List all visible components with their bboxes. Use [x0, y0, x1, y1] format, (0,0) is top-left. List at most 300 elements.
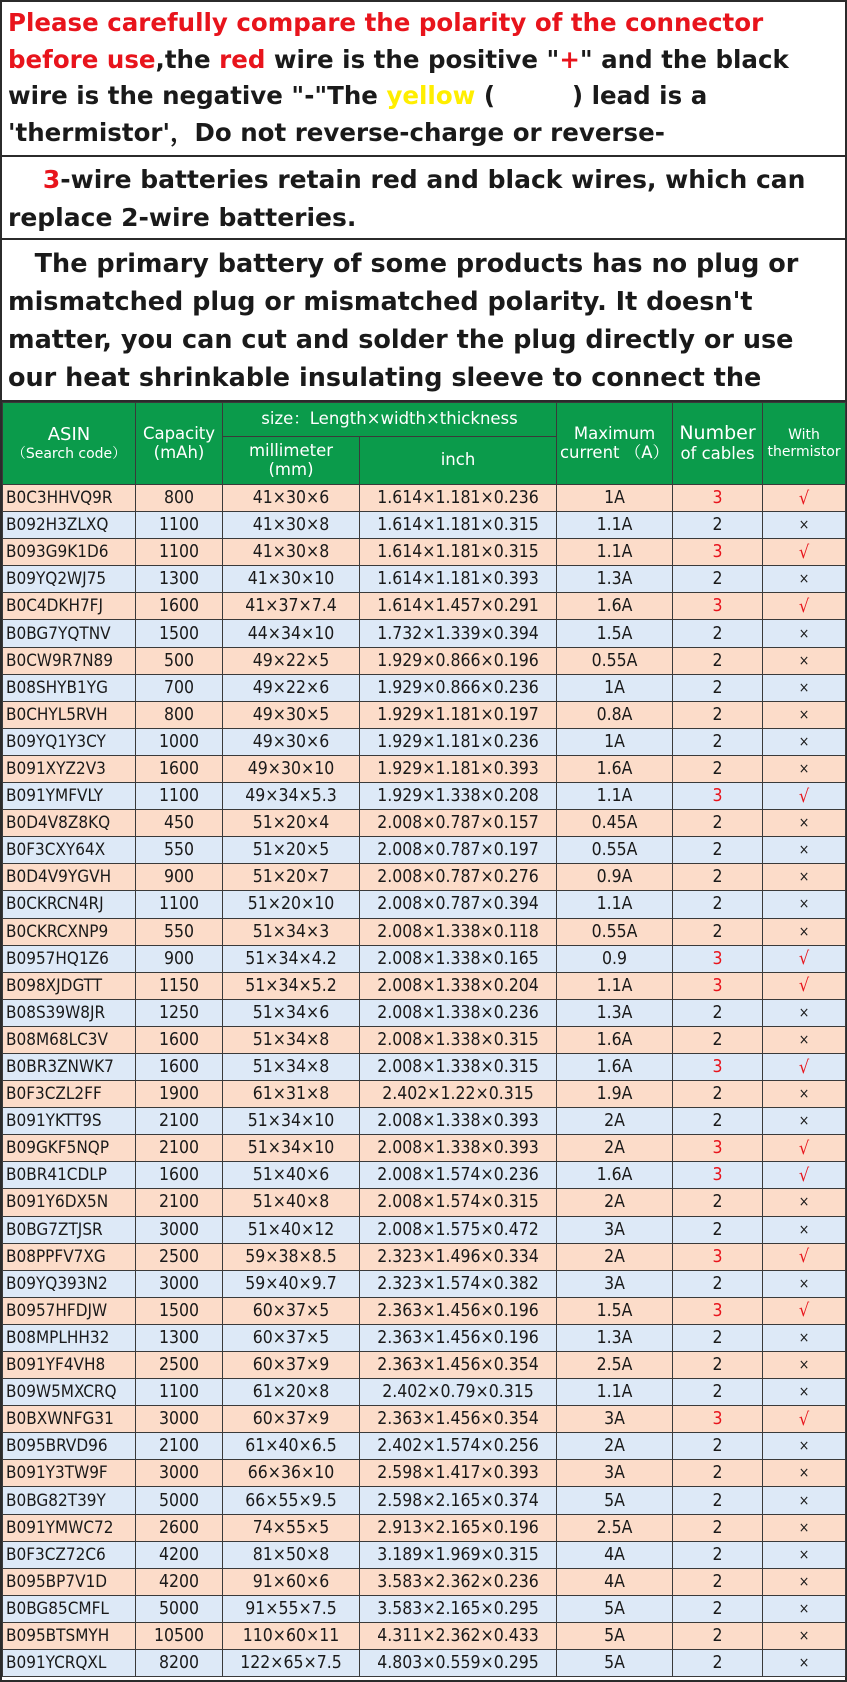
header-therm-label: With — [788, 427, 820, 444]
size-inch-cell: 3.189×1.969×0.315 — [360, 1541, 557, 1568]
capacity-cell: 800 — [136, 701, 223, 728]
capacity-cell: 450 — [136, 810, 223, 837]
table-row — [3, 647, 846, 674]
size-mm-cell: 49×30×6 — [223, 728, 360, 755]
size-mm-cell: 51×40×6 — [223, 1162, 360, 1189]
cables-cell: 2 — [673, 1026, 763, 1053]
size-mm-cell: 51×20×7 — [223, 864, 360, 891]
table-row — [3, 620, 846, 647]
max-current-cell: 1.1A — [557, 972, 673, 999]
three-wire-note — [2, 157, 845, 240]
cables-cell: 2 — [673, 810, 763, 837]
asin-cell: B08S39W8JR — [3, 999, 136, 1026]
size-inch-cell: 2.402×1.22×0.315 — [360, 1081, 557, 1108]
cables-cell: 2 — [673, 918, 763, 945]
size-inch-cell: 1.614×1.181×0.315 — [360, 512, 557, 539]
size-mm-cell: 51×34×5.2 — [223, 972, 360, 999]
size-inch-cell: 2.323×1.496×0.334 — [360, 1243, 557, 1270]
cables-cell: 2 — [673, 864, 763, 891]
cables-cell: 3 — [673, 485, 763, 512]
capacity-cell: 3000 — [136, 1460, 223, 1487]
table-row — [3, 837, 846, 864]
cables-cell: 2 — [673, 1352, 763, 1379]
yellow-word: yellow — [386, 81, 476, 110]
max-current-cell: 0.55A — [557, 837, 673, 864]
capacity-cell: 2500 — [136, 1352, 223, 1379]
capacity-cell: 1000 — [136, 728, 223, 755]
cables-cell: 3 — [673, 1162, 763, 1189]
thermistor-cell: × — [763, 918, 846, 945]
asin-cell: B0957HQ1Z6 — [3, 945, 136, 972]
table-row — [3, 1487, 846, 1514]
thermistor-cell: × — [763, 1541, 846, 1568]
max-current-cell: 0.45A — [557, 810, 673, 837]
table-row — [3, 755, 846, 782]
size-mm-cell: 61×20×8 — [223, 1379, 360, 1406]
cables-cell: 2 — [673, 1541, 763, 1568]
table-row — [3, 1568, 846, 1595]
asin-cell: B0BR3ZNWK7 — [3, 1053, 136, 1080]
max-current-cell: 1A — [557, 674, 673, 701]
asin-cell: B0CKRCXNP9 — [3, 918, 136, 945]
thermistor-cell: × — [763, 1650, 846, 1677]
max-current-cell: 2A — [557, 1243, 673, 1270]
cables-cell: 2 — [673, 1622, 763, 1649]
size-mm-cell: 51×34×6 — [223, 999, 360, 1026]
size-inch-cell: 2.008×1.338×0.204 — [360, 972, 557, 999]
max-current-cell: 3A — [557, 1270, 673, 1297]
cables-cell: 2 — [673, 1650, 763, 1677]
asin-cell: B09W5MXCRQ — [3, 1379, 136, 1406]
capacity-cell: 3000 — [136, 1406, 223, 1433]
size-inch-cell: 2.008×1.338×0.315 — [360, 1026, 557, 1053]
size-inch-cell: 2.008×1.338×0.165 — [360, 945, 557, 972]
thermistor-cell: × — [763, 1568, 846, 1595]
asin-cell: B0C3HHVQ9R — [3, 485, 136, 512]
thermistor-cell: √ — [763, 1162, 846, 1189]
table-row — [3, 918, 846, 945]
thermistor-cell: × — [763, 1487, 846, 1514]
size-mm-cell: 51×40×8 — [223, 1189, 360, 1216]
header-thermistor — [763, 403, 846, 485]
size-inch-cell: 2.913×2.165×0.196 — [360, 1514, 557, 1541]
table-row — [3, 1379, 846, 1406]
thermistor-cell: √ — [763, 1297, 846, 1324]
cables-cell: 3 — [673, 945, 763, 972]
size-mm-cell: 60×37×9 — [223, 1406, 360, 1433]
thermistor-cell: × — [763, 1595, 846, 1622]
thermistor-cell: × — [763, 1514, 846, 1541]
thermistor-cell: × — [763, 1270, 846, 1297]
max-current-cell: 1.3A — [557, 1324, 673, 1351]
capacity-cell: 5000 — [136, 1595, 223, 1622]
max-current-cell: 3A — [557, 1460, 673, 1487]
max-current-cell: 0.55A — [557, 918, 673, 945]
table-row — [3, 701, 846, 728]
warning-text-2: wire is the positive " — [265, 44, 560, 74]
asin-cell: B0CW9R7N89 — [3, 647, 136, 674]
max-current-cell: 0.8A — [557, 701, 673, 728]
size-inch-cell: 1.929×0.866×0.196 — [360, 647, 557, 674]
thermistor-cell: × — [763, 891, 846, 918]
asin-cell: B0C4DKH7FJ — [3, 593, 136, 620]
max-current-cell: 1.1A — [557, 539, 673, 566]
capacity-cell: 4200 — [136, 1568, 223, 1595]
size-mm-cell: 51×34×8 — [223, 1026, 360, 1053]
asin-cell: B091YF4VH8 — [3, 1352, 136, 1379]
asin-cell: B09YQ1Y3CY — [3, 728, 136, 755]
cables-cell: 2 — [673, 1514, 763, 1541]
size-mm-cell: 41×30×8 — [223, 539, 360, 566]
capacity-cell: 4200 — [136, 1541, 223, 1568]
max-current-cell: 5A — [557, 1487, 673, 1514]
table-row — [3, 1622, 846, 1649]
header-millimeter — [223, 437, 360, 485]
capacity-cell: 550 — [136, 918, 223, 945]
max-current-cell: 5A — [557, 1622, 673, 1649]
capacity-cell: 1150 — [136, 972, 223, 999]
size-mm-cell: 51×34×3 — [223, 918, 360, 945]
thermistor-cell: × — [763, 810, 846, 837]
cables-cell: 2 — [673, 891, 763, 918]
header-max-current — [557, 403, 673, 485]
table-row — [3, 593, 846, 620]
asin-cell: B0BG7ZTJSR — [3, 1216, 136, 1243]
asin-cell: B08SHYB1YG — [3, 674, 136, 701]
table-row — [3, 1216, 846, 1243]
size-mm-cell: 59×38×8.5 — [223, 1243, 360, 1270]
size-inch-cell: 2.008×1.574×0.315 — [360, 1189, 557, 1216]
size-mm-cell: 60×37×5 — [223, 1297, 360, 1324]
table-row — [3, 1189, 846, 1216]
thermistor-cell: × — [763, 837, 846, 864]
cables-cell: 2 — [673, 1379, 763, 1406]
thermistor-cell: × — [763, 728, 846, 755]
capacity-cell: 3000 — [136, 1270, 223, 1297]
cables-cell: 2 — [673, 1216, 763, 1243]
max-current-cell: 3A — [557, 1216, 673, 1243]
table-row — [3, 810, 846, 837]
cables-cell: 2 — [673, 837, 763, 864]
table-row — [3, 1406, 846, 1433]
cables-cell: 3 — [673, 972, 763, 999]
capacity-cell: 1300 — [136, 1324, 223, 1351]
max-current-cell: 1.1A — [557, 891, 673, 918]
thermistor-cell: √ — [763, 1243, 846, 1270]
max-current-cell: 0.55A — [557, 647, 673, 674]
cables-cell: 3 — [673, 539, 763, 566]
thermistor-cell: × — [763, 1108, 846, 1135]
size-inch-cell: 2.008×1.338×0.393 — [360, 1108, 557, 1135]
asin-cell: B092H3ZLXQ — [3, 512, 136, 539]
table-row — [3, 1053, 846, 1080]
capacity-cell: 2600 — [136, 1514, 223, 1541]
cables-cell: 2 — [673, 999, 763, 1026]
asin-cell: B0D4V8Z8KQ — [3, 810, 136, 837]
max-current-cell: 2A — [557, 1189, 673, 1216]
max-current-cell: 0.9A — [557, 864, 673, 891]
max-current-cell: 1.6A — [557, 593, 673, 620]
asin-cell: B091YKTT9S — [3, 1108, 136, 1135]
cables-cell: 2 — [673, 674, 763, 701]
max-current-cell: 5A — [557, 1650, 673, 1677]
size-mm-cell: 44×34×10 — [223, 620, 360, 647]
max-current-cell: 1.1A — [557, 1379, 673, 1406]
table-row — [3, 1433, 846, 1460]
thermistor-cell: × — [763, 1026, 846, 1053]
size-mm-cell: 41×30×8 — [223, 512, 360, 539]
cables-cell: 2 — [673, 512, 763, 539]
size-inch-cell: 1.614×1.457×0.291 — [360, 593, 557, 620]
asin-cell: B0F3CZ72C6 — [3, 1541, 136, 1568]
asin-cell: B091YMFVLY — [3, 783, 136, 810]
header-cables-label: Number — [679, 422, 756, 445]
capacity-cell: 550 — [136, 837, 223, 864]
size-inch-cell: 3.583×2.165×0.295 — [360, 1595, 557, 1622]
size-mm-cell: 61×40×6.5 — [223, 1433, 360, 1460]
capacity-cell: 700 — [136, 674, 223, 701]
asin-cell: B091XYZ2V3 — [3, 755, 136, 782]
header-asin — [3, 403, 136, 485]
table-row — [3, 1650, 846, 1677]
max-current-cell: 4A — [557, 1568, 673, 1595]
table-row — [3, 783, 846, 810]
cables-cell: 2 — [673, 1108, 763, 1135]
capacity-cell: 1100 — [136, 539, 223, 566]
capacity-cell: 1100 — [136, 783, 223, 810]
cables-cell: 2 — [673, 1433, 763, 1460]
table-row — [3, 1352, 846, 1379]
cables-cell: 2 — [673, 1324, 763, 1351]
header-therm-sub: thermistor — [767, 443, 841, 460]
size-inch-cell: 2.363×1.456×0.354 — [360, 1406, 557, 1433]
max-current-cell: 1.3A — [557, 566, 673, 593]
size-inch-cell: 2.402×1.574×0.256 — [360, 1433, 557, 1460]
thermistor-cell: × — [763, 512, 846, 539]
max-current-cell: 1.5A — [557, 1297, 673, 1324]
size-inch-cell: 4.803×0.559×0.295 — [360, 1650, 557, 1677]
size-inch-cell: 2.008×0.787×0.197 — [360, 837, 557, 864]
asin-cell: B095BTSMYH — [3, 1622, 136, 1649]
capacity-cell: 2100 — [136, 1135, 223, 1162]
size-mm-cell: 60×37×9 — [223, 1352, 360, 1379]
thermistor-cell: × — [763, 1433, 846, 1460]
header-capacity-label: Capacity — [142, 423, 216, 443]
asin-cell: B0CHYL5RVH — [3, 701, 136, 728]
plug-mismatch-text: The primary battery of some products has no plug or mismatched plug or mismatched polarity. It doesn't matter, you can cut and solder the plug directly or use our heat shrinkable insulating sleeve to connect the — [8, 249, 799, 393]
max-current-cell: 1A — [557, 485, 673, 512]
header-mm-unit: (mm) — [268, 459, 314, 479]
warning-text-4: ( — [475, 81, 496, 110]
thermistor-cell: × — [763, 1216, 846, 1243]
size-inch-cell: 2.008×1.338×0.393 — [360, 1135, 557, 1162]
max-current-cell: 1.1A — [557, 783, 673, 810]
table-row — [3, 674, 846, 701]
capacity-cell: 8200 — [136, 1650, 223, 1677]
size-inch-cell: 1.929×1.181×0.236 — [360, 728, 557, 755]
warning-text-3: " and the black wire is the negative "-"The — [8, 44, 789, 110]
table-row — [3, 972, 846, 999]
capacity-cell: 1100 — [136, 1379, 223, 1406]
max-current-cell: 1.3A — [557, 999, 673, 1026]
capacity-cell: 1500 — [136, 1297, 223, 1324]
size-mm-cell: 60×37×5 — [223, 1324, 360, 1351]
header-mm-label: millimeter — [248, 440, 334, 460]
table-row — [3, 1081, 846, 1108]
cables-cell: 2 — [673, 1460, 763, 1487]
header-capacity-unit: (mAh) — [153, 442, 205, 462]
max-current-cell: 4A — [557, 1541, 673, 1568]
max-current-cell: 1.6A — [557, 755, 673, 782]
max-current-cell: 5A — [557, 1595, 673, 1622]
thermistor-cell: √ — [763, 783, 846, 810]
asin-cell: B091YCRQXL — [3, 1650, 136, 1677]
size-inch-cell: 2.008×1.575×0.472 — [360, 1216, 557, 1243]
thermistor-cell: × — [763, 999, 846, 1026]
asin-cell: B0F3CXY64X — [3, 837, 136, 864]
white-word: white — [495, 81, 572, 110]
size-inch-cell: 1.614×1.181×0.236 — [360, 485, 557, 512]
table-row — [3, 1108, 846, 1135]
size-mm-cell: 91×60×6 — [223, 1568, 360, 1595]
size-mm-cell: 51×34×10 — [223, 1108, 360, 1135]
max-current-cell: 1A — [557, 728, 673, 755]
size-inch-cell: 2.598×2.165×0.374 — [360, 1487, 557, 1514]
table-row — [3, 539, 846, 566]
size-mm-cell: 41×37×7.4 — [223, 593, 360, 620]
size-mm-cell: 51×34×4.2 — [223, 945, 360, 972]
battery-table — [2, 402, 846, 1677]
thermistor-cell: √ — [763, 972, 846, 999]
thermistor-cell: × — [763, 1324, 846, 1351]
size-inch-cell: 2.008×1.338×0.118 — [360, 918, 557, 945]
cables-cell: 3 — [673, 593, 763, 620]
max-current-cell: 1.6A — [557, 1026, 673, 1053]
table-row — [3, 1026, 846, 1053]
cables-cell: 2 — [673, 755, 763, 782]
asin-cell: B093G9K1D6 — [3, 539, 136, 566]
table-row — [3, 1514, 846, 1541]
size-mm-cell: 74×55×5 — [223, 1514, 360, 1541]
asin-cell: B0BG82T39Y — [3, 1487, 136, 1514]
thermistor-cell: × — [763, 674, 846, 701]
max-current-cell: 1.1A — [557, 512, 673, 539]
thermistor-cell: × — [763, 620, 846, 647]
cables-cell: 2 — [673, 1270, 763, 1297]
red-word: red — [219, 44, 266, 74]
asin-cell: B091Y3TW9F — [3, 1460, 136, 1487]
header-asin-label: ASIN — [47, 424, 91, 446]
asin-cell: B091YMWC72 — [3, 1514, 136, 1541]
size-inch-cell: 1.929×1.338×0.208 — [360, 783, 557, 810]
capacity-cell: 2500 — [136, 1243, 223, 1270]
cables-cell: 3 — [673, 1135, 763, 1162]
cables-cell: 3 — [673, 1053, 763, 1080]
table-body — [3, 485, 846, 1677]
table-row — [3, 1270, 846, 1297]
table-row — [3, 512, 846, 539]
thermistor-cell: × — [763, 1189, 846, 1216]
size-mm-cell: 49×34×5.3 — [223, 783, 360, 810]
size-inch-cell: 1.732×1.339×0.394 — [360, 620, 557, 647]
capacity-cell: 1300 — [136, 566, 223, 593]
thermistor-cell: × — [763, 647, 846, 674]
capacity-cell: 1100 — [136, 512, 223, 539]
header-size: size：Length×width×thickness — [223, 403, 557, 437]
cables-cell: 3 — [673, 783, 763, 810]
asin-cell: B09GKF5NQP — [3, 1135, 136, 1162]
capacity-cell: 3000 — [136, 1216, 223, 1243]
thermistor-cell: √ — [763, 593, 846, 620]
asin-cell: B0CKRCN4RJ — [3, 891, 136, 918]
asin-cell: B09YQ2WJ75 — [3, 566, 136, 593]
table-row — [3, 1243, 846, 1270]
table-row — [3, 1324, 846, 1351]
table-row — [3, 1460, 846, 1487]
polarity-warning — [2, 2, 845, 157]
size-inch-cell: 4.311×2.362×0.433 — [360, 1622, 557, 1649]
size-mm-cell: 49×22×5 — [223, 647, 360, 674]
size-inch-cell: 1.929×0.866×0.236 — [360, 674, 557, 701]
header-max-unit: current （A） — [559, 442, 670, 462]
capacity-cell: 1600 — [136, 1053, 223, 1080]
thermistor-cell: × — [763, 1379, 846, 1406]
max-current-cell: 0.9 — [557, 945, 673, 972]
thermistor-cell: × — [763, 566, 846, 593]
max-current-cell: 1.6A — [557, 1162, 673, 1189]
max-current-cell: 2A — [557, 1135, 673, 1162]
size-mm-cell: 61×31×8 — [223, 1081, 360, 1108]
asin-cell: B0957HFDJW — [3, 1297, 136, 1324]
size-inch-cell: 2.008×0.787×0.157 — [360, 810, 557, 837]
warning-heading: Please carefully compare the polarity of the connector before use — [8, 8, 764, 74]
size-mm-cell: 51×34×8 — [223, 1053, 360, 1080]
thermistor-cell: × — [763, 1460, 846, 1487]
max-current-cell: 1.9A — [557, 1081, 673, 1108]
max-current-cell: 2.5A — [557, 1514, 673, 1541]
size-mm-cell: 81×50×8 — [223, 1541, 360, 1568]
warning-text-5: ) lead is a 'thermistor'，Do not reverse-charge or reverse- — [8, 81, 708, 147]
max-current-cell: 2A — [557, 1433, 673, 1460]
capacity-cell: 2100 — [136, 1189, 223, 1216]
size-inch-cell: 1.614×1.181×0.315 — [360, 539, 557, 566]
size-mm-cell: 41×30×10 — [223, 566, 360, 593]
capacity-cell: 800 — [136, 485, 223, 512]
size-inch-cell: 1.929×1.181×0.197 — [360, 701, 557, 728]
size-mm-cell: 49×30×5 — [223, 701, 360, 728]
table-row — [3, 945, 846, 972]
cables-cell: 2 — [673, 566, 763, 593]
size-mm-cell: 91×55×7.5 — [223, 1595, 360, 1622]
asin-cell: B08MPLHH32 — [3, 1324, 136, 1351]
cables-cell: 2 — [673, 1568, 763, 1595]
cables-cell: 2 — [673, 701, 763, 728]
cables-cell: 2 — [673, 1487, 763, 1514]
thermistor-cell: √ — [763, 1135, 846, 1162]
capacity-cell: 1600 — [136, 755, 223, 782]
asin-cell: B08PPFV7XG — [3, 1243, 136, 1270]
size-inch-cell: 2.402×0.79×0.315 — [360, 1379, 557, 1406]
size-inch-cell: 2.008×1.574×0.236 — [360, 1162, 557, 1189]
header-capacity — [136, 403, 223, 485]
capacity-cell: 1600 — [136, 1026, 223, 1053]
size-mm-cell: 51×40×12 — [223, 1216, 360, 1243]
capacity-cell: 900 — [136, 945, 223, 972]
header-inch: inch — [360, 437, 557, 485]
plug-mismatch-note — [2, 240, 845, 402]
table-row — [3, 566, 846, 593]
header-cables-sub: of cables — [680, 443, 755, 463]
